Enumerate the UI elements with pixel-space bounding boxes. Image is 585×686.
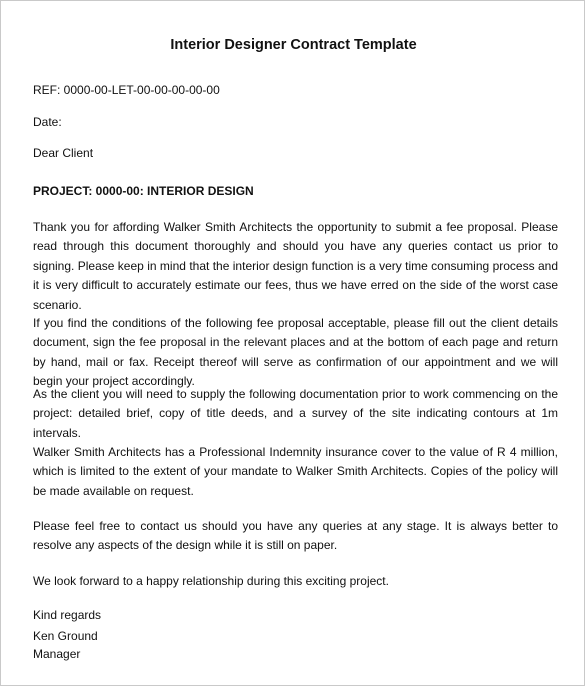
paragraph-documentation: As the client you will need to supply the following documentation prior to work commencing on the project: detailed brief, copy of title deeds, and a survey of the site indicating contours at 1m intervals.	[33, 387, 558, 440]
reference-line: REF: 0000-00-LET-00-00-00-00-00	[33, 83, 220, 97]
closing-regards: Kind regards	[33, 608, 102, 622]
salutation: Dear Client	[33, 146, 94, 160]
project-heading: PROJECT: 0000-00: INTERIOR DESIGN	[33, 184, 254, 198]
date-line: Date:	[33, 115, 62, 129]
signer-title: Manager	[33, 647, 81, 661]
paragraph-conditions: If you find the conditions of the following fee proposal acceptable, please fill out the client details document, sign the fee proposal in the relevant places and at the bottom of each page and return by hand, mail or fax. Receipt thereof will serve as confirmation of our appointment and we will begin your project accordingly.	[33, 316, 558, 389]
paragraph-queries: Please feel free to contact us should you have any queries at any stage. It is always better to resolve any aspects of the design while it is still on paper.	[33, 519, 558, 553]
paragraph-intro: Thank you for affording Walker Smith Architects the opportunity to submit a fee proposal. Please read through this document thoroughly and should you have any queries contact us prior to signing. Please keep in mind that the interior design function is a very time consuming process and it is very difficult to accurately estimate our fees, thus we have erred on the side of the worst case scenario.	[33, 220, 558, 312]
signer-name: Ken Ground	[33, 629, 98, 643]
paragraph-insurance: Walker Smith Architects has a Professional Indemnity insurance cover to the value of R 4 million, which is limited to the extent of your mandate to Walker Smith Architects. Copies of the policy will be made available on request.	[33, 445, 558, 498]
document-title: Interior Designer Contract Template	[170, 37, 417, 53]
paragraph-closing-note: We look forward to a happy relationship during this exciting project.	[33, 574, 389, 588]
